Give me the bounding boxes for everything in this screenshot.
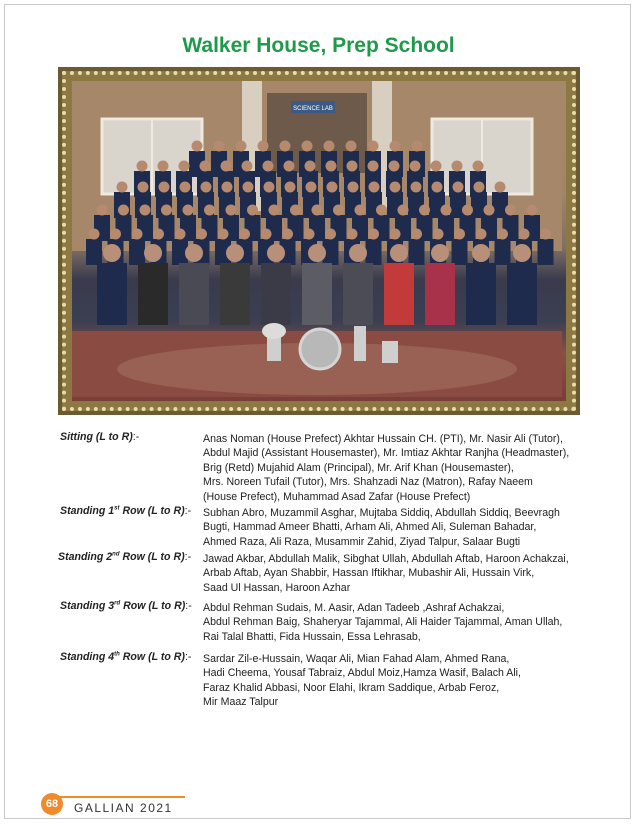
caption-name-line: Hadi Cheema, Yousaf Tabraiz, Abdul Moiz,Hamza Wasif, Balach Ali,: [203, 667, 521, 680]
caption-name-line: Anas Noman (House Prefect) Akhtar Hussain CH. (PTI), Mr. Nasir Ali (Tutor),: [203, 433, 563, 445]
caption-name-line: Bugti, Hammad Ameer Bhatti, Arham Ali, Ahmed Ali, Suleman Bahadar,: [203, 521, 537, 534]
caption-label-rest: Row (L to R): [120, 600, 186, 612]
caption-label-ordinal: st: [114, 505, 120, 512]
publication-name: GALLIAN 2021: [74, 801, 173, 815]
caption-names: [203, 601, 562, 644]
caption-names: [203, 506, 560, 549]
caption-label-rest: Row (L to R): [119, 651, 185, 663]
page-number-badge: 68: [41, 793, 63, 815]
caption-label-main: Standing 1: [60, 505, 115, 517]
caption-name-line: Mir Maaz Talpur: [203, 696, 279, 709]
caption-name-line: Mrs. Noreen Tufail (Tutor), Mrs. Shahzadi Naz (Matron), Rafay Naeem: [203, 476, 533, 489]
caption-label-suffix: :-: [132, 431, 140, 443]
caption-name-line: Jawad Akbar, Abdullah Malik, Sibghat Ullah, Abdullah Aftab, Haroon Achakzai,: [203, 553, 569, 565]
caption-label-main: Standing 4: [60, 651, 115, 663]
caption-label: [58, 551, 191, 563]
caption-name-line: Arbab Aftab, Ayan Shabbir, Hassan Iftikhar, Mubashir Ali, Hussain Virk,: [203, 567, 535, 580]
caption-label-suffix: :-: [184, 505, 192, 517]
caption-label-rest: Row (L to R): [119, 505, 185, 517]
caption-label-suffix: :-: [185, 600, 192, 612]
caption-label-main: Standing 3: [60, 600, 115, 612]
caption-label: [60, 651, 191, 663]
caption-name-line: Abdul Rehman Baig, Shaheryar Tajammal, Ali Haider Tajammal, Aman Ullah,: [203, 616, 563, 629]
caption-names: [203, 432, 569, 504]
caption-name-line: Rai Talal Bhatti, Fida Hussain, Essa Lehrasab,: [203, 630, 421, 643]
page-title: Walker House, Prep School: [182, 34, 455, 57]
caption-label-ordinal: rd: [114, 600, 121, 607]
caption-name-line: (House Prefect), Muhammad Asad Zafar (House Prefect): [203, 490, 471, 503]
caption-name-line: Brig (Retd) Mujahid Alam (Principal), Mr. Arif Khan (Housemaster),: [203, 461, 514, 474]
caption-label-rest: Row (L to R): [119, 551, 185, 563]
caption-label-ordinal: th: [114, 651, 120, 658]
caption-label: [60, 600, 192, 612]
caption-name-line: Abdul Majid (Assistant Housemaster), Mr. Imtiaz Akhtar Ranjha (Headmaster),: [203, 447, 570, 460]
caption-name-line: Ahmed Raza, Ali Raza, Musammir Zahid, Ziyad Talpur, Salaar Bugti: [203, 535, 521, 548]
caption-label-main: Standing 2: [58, 551, 113, 563]
caption-name-line: Faraz Khalid Abbasi, Noor Elahi, Ikram Saddique, Arbab Feroz,: [203, 681, 500, 694]
caption-label: [60, 505, 191, 517]
caption-label-suffix: :-: [184, 651, 192, 663]
caption-names: [203, 652, 521, 710]
caption-name-line: Sardar Zil-e-Hussain, Waqar Ali, Mian Fahad Alam, Ahmed Rana,: [203, 653, 510, 665]
caption-label: [60, 431, 139, 443]
caption-name-line: Saad Ul Hassan, Haroon Azhar: [203, 581, 351, 594]
caption-name-line: Abdul Rehman Sudais, M. Aasir, Adan Tadeeb ,Ashraf Achakzai,: [203, 602, 505, 614]
caption-label-suffix: :-: [184, 551, 192, 563]
caption-name-line: Subhan Abro, Muzammil Asghar, Mujtaba Siddiq, Abdullah Siddiq, Beevragh: [203, 507, 560, 519]
science-lab-sign-text: SCIENCE LAB: [293, 106, 333, 112]
footer-accent-line: [55, 796, 185, 798]
caption-label-main: Sitting (L to R): [60, 431, 133, 443]
caption-names: [203, 552, 569, 595]
caption-label-ordinal: nd: [112, 551, 120, 558]
